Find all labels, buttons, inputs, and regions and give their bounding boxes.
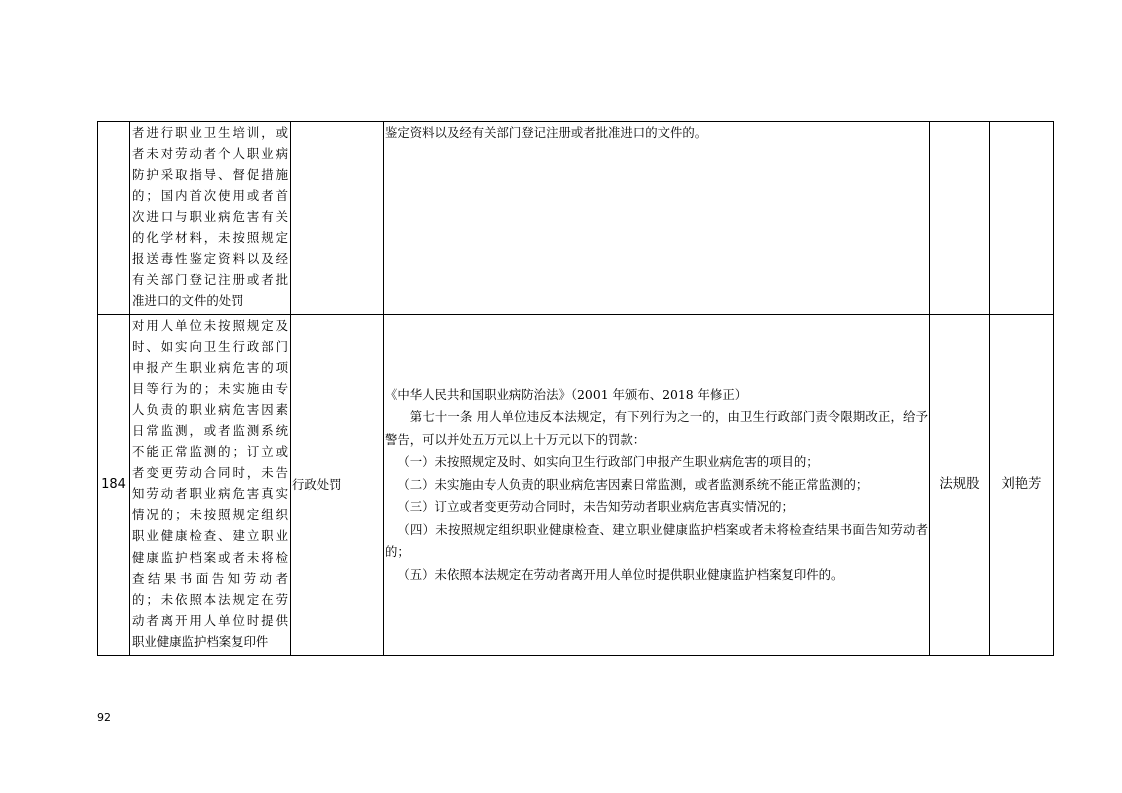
- matter-line: 动者离开用人单位时提供: [132, 612, 288, 628]
- matter-line: 者未对劳动者个人职业病: [132, 146, 288, 162]
- matter-line: 防护采取指导、督促措施: [132, 167, 288, 183]
- matter-line: 者变更劳动合同时，未告: [132, 465, 288, 481]
- matter-line: 次进口与职业病危害有关: [132, 209, 288, 225]
- matter-line: 情况的；未按照规定组织: [132, 507, 288, 523]
- department-cell: 法规股: [930, 315, 990, 656]
- matter-line: 职业健康检查、建立职业: [132, 528, 288, 544]
- matter-cell: [130, 315, 291, 656]
- matter-line: 的；未依照本法规定在劳: [132, 591, 288, 607]
- matter-line: 查结果书面告知劳动者: [132, 570, 288, 586]
- law-item: （四）未按照规定组织职业健康检查、建立职业健康监护档案或者未将检查结果书面告知劳动者的；: [385, 521, 928, 560]
- matter-line: 职业健康监护档案复印件: [132, 633, 269, 649]
- basis-text: 鉴定资料以及经有关部门登记注册或者批准进口的文件的。: [385, 125, 708, 140]
- table-row: [98, 122, 1054, 315]
- item-number-cell: [98, 122, 130, 315]
- matter-line: 不能正常监测的；订立或: [132, 444, 288, 460]
- person-cell: 刘艳芳: [990, 315, 1054, 656]
- matter-line: 申报产生职业病危害的项: [132, 360, 288, 376]
- legal-basis-cell: [384, 315, 930, 656]
- matter-line: 报送毒性鉴定资料以及经: [132, 251, 288, 267]
- matter-line: 对用人单位未按照规定及: [132, 318, 288, 333]
- category-cell: 行政处罚: [291, 315, 384, 656]
- matter-line: 准进口的文件的处罚: [132, 293, 244, 309]
- matter-line: 日常监测，或者监测系统: [132, 423, 288, 439]
- regulation-table: [97, 121, 1054, 656]
- matter-line: 时、如实向卫生行政部门: [132, 339, 288, 355]
- matter-line: 人负责的职业病危害因素: [132, 402, 288, 418]
- category-cell: [291, 122, 384, 315]
- department-cell: [930, 122, 990, 315]
- matter-line: 的；国内首次使用或者首: [132, 188, 288, 204]
- legal-basis-cell: [384, 122, 930, 315]
- law-item: （三）订立或者变更劳动合同时，未告知劳动者职业病危害真实情况的；: [397, 499, 794, 515]
- table-row: [98, 315, 1054, 656]
- law-item: （二）未实施由专人负责的职业病危害因素日常监测，或者监测系统不能正常监测的；: [397, 476, 869, 492]
- item-number-cell: 184: [98, 315, 130, 656]
- page-number: 92: [97, 711, 111, 724]
- matter-cell: [130, 122, 291, 315]
- law-item: （五）未依照本法规定在劳动者离开用人单位时提供职业健康监护档案复印件的。: [397, 566, 844, 582]
- matter-line: 有关部门登记注册或者批: [132, 272, 288, 288]
- matter-line: 健康监护档案或者未将检: [132, 549, 288, 565]
- matter-line: 目等行为的；未实施由专: [132, 381, 288, 397]
- matter-line: 的化学材料，未按照规定: [132, 230, 288, 246]
- person-cell: [990, 122, 1054, 315]
- law-item: （一）未按照规定及时、如实向卫生行政部门申报产生职业病危害的项目的；: [397, 454, 819, 470]
- matter-line: 者进行职业卫生培训，或: [132, 125, 288, 140]
- matter-line: 知劳动者职业病危害真实: [132, 486, 288, 502]
- law-article: 第七十一条 用人单位违反本法规定，有下列行为之一的，由卫生行政部门责令限期改正，给予警告，可以并处五万元以上十万元以下的罚款：: [385, 409, 928, 447]
- law-title: 《中华人民共和国职业病防治法》（2001 年颁布、2018 年修正）: [385, 386, 748, 402]
